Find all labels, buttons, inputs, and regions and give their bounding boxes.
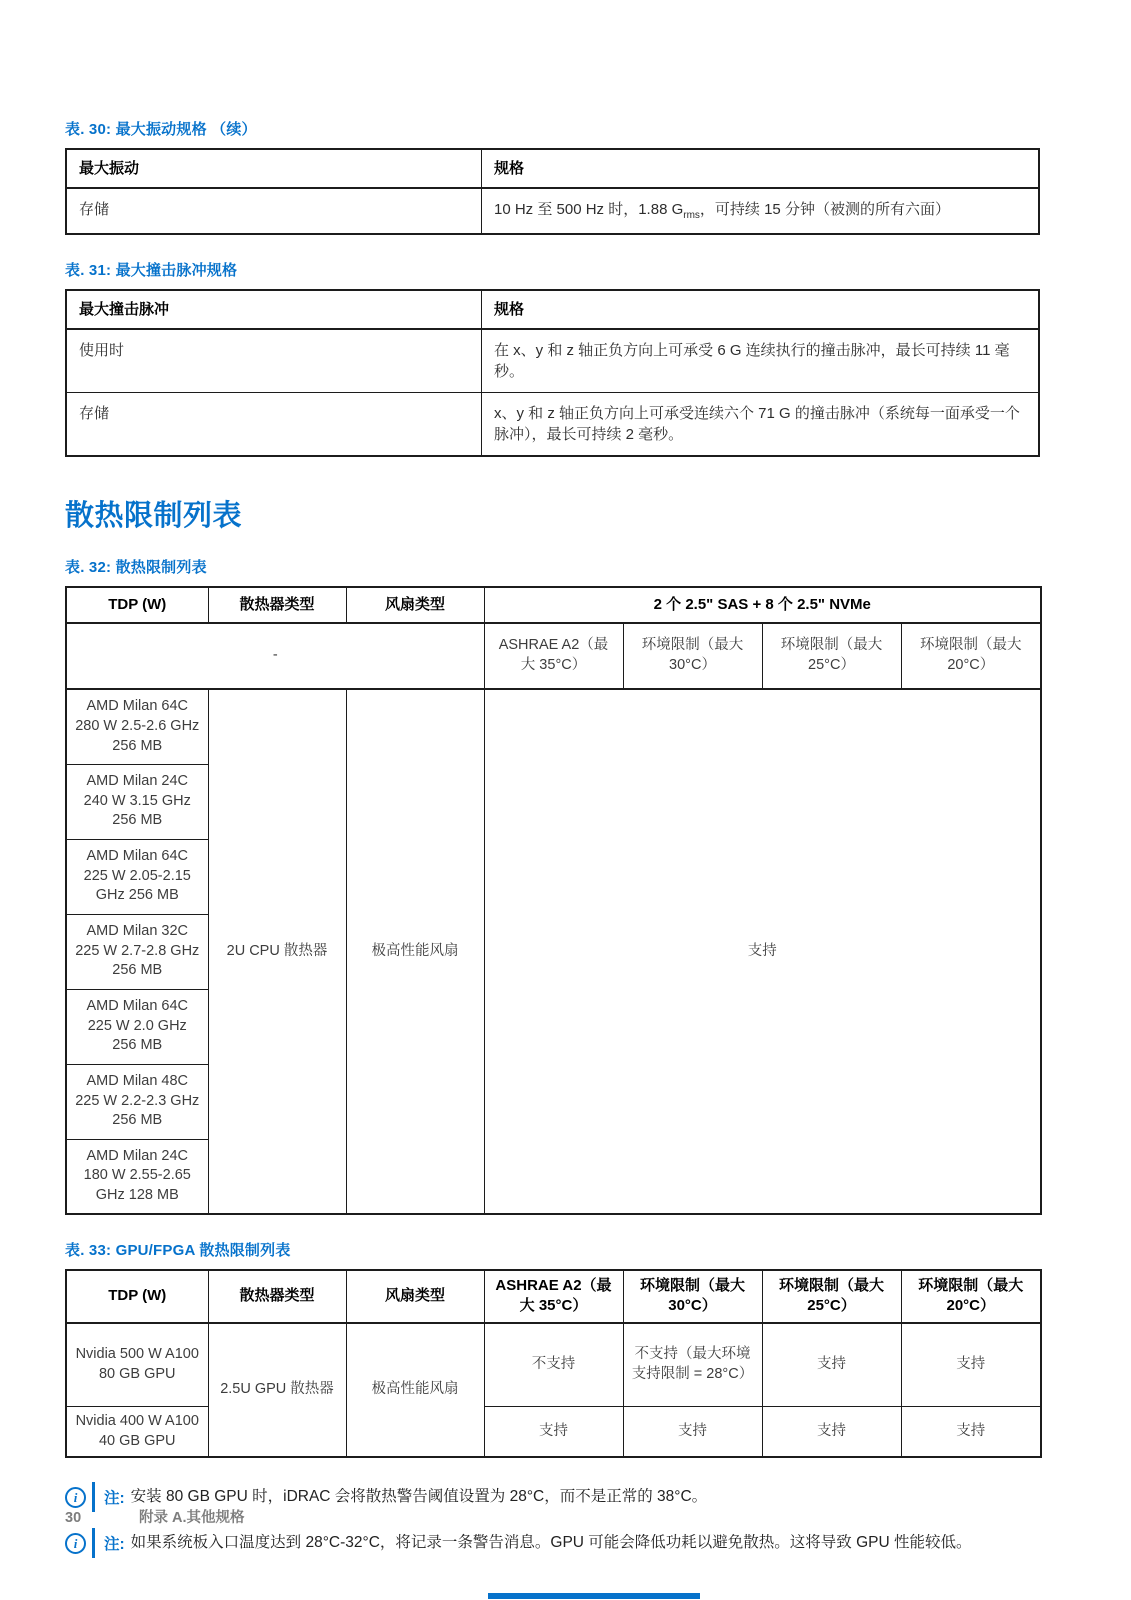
table-row: [66, 329, 1039, 393]
note-divider-bar: [92, 1528, 95, 1558]
page-footer: [65, 1506, 245, 1527]
page-number: 30: [65, 1510, 82, 1526]
fan-type-cell: 极高性能风扇: [346, 1323, 484, 1458]
table33-caption: 表. 33: GPU/FPGA 散热限制列表: [65, 1242, 291, 1259]
table30-caption: 表. 30: 最大振动规格 （续）: [65, 121, 257, 138]
table31-cell-label: 存储: [66, 393, 482, 457]
table30-max-vibration: [65, 148, 1040, 235]
note-label: 注:: [104, 1490, 125, 1508]
spec-subscript: rms: [683, 210, 700, 221]
note-2: [65, 1528, 1065, 1558]
support-cell: 不支持: [484, 1323, 623, 1407]
gpu-sku-cell: Nvidia 400 W A100 40 GB GPU: [66, 1407, 208, 1458]
table32-caption: 表. 32: 散热限制列表: [65, 559, 207, 576]
cpu-sku-cell: AMD Milan 24C 240 W 3.15 GHz 256 MB: [66, 764, 208, 839]
table33-header-25c: 环境限制（最大 25°C）: [762, 1270, 901, 1323]
heatsink-type-cell: 2U CPU 散热器: [208, 689, 346, 1214]
table33-header-fan: 风扇类型: [346, 1270, 484, 1323]
spec-text-post: ，可持续 15 分钟（被测的所有六面）: [699, 201, 950, 218]
table33-header-ashrae: ASHRAE A2（最大 35°C）: [484, 1270, 623, 1323]
support-cell: 支持: [901, 1323, 1041, 1407]
info-icon: i: [65, 1533, 86, 1554]
table32-header-heatsink: 散热器类型: [208, 587, 346, 623]
support-cell: 支持: [484, 1407, 623, 1458]
table-row: [66, 393, 1039, 457]
table31-cell-spec: 在 x、y 和 z 轴正负方向上可承受 6 G 连续执行的撞击脉冲，最长可持续 11 毫秒。: [482, 329, 1040, 393]
support-cell: 支持: [901, 1407, 1041, 1458]
table30-header-vibration: 最大振动: [66, 149, 482, 188]
bottom-accent-bar: [488, 1593, 700, 1599]
table32-env-30c: 环境限制（最大 30°C）: [623, 623, 762, 689]
gpu-sku-cell: Nvidia 500 W A100 80 GB GPU: [66, 1323, 208, 1407]
table32-header-fan: 风扇类型: [346, 587, 484, 623]
table31-header-row: [66, 290, 1039, 329]
table32-env-20c: 环境限制（最大 20°C）: [901, 623, 1041, 689]
cpu-sku-cell: AMD Milan 64C 225 W 2.05-2.15 GHz 256 MB: [66, 839, 208, 914]
table-row: [66, 689, 1041, 764]
table-row: [66, 1323, 1041, 1407]
table32-header-row: [66, 587, 1041, 623]
cpu-sku-cell: AMD Milan 64C 225 W 2.0 GHz 256 MB: [66, 989, 208, 1064]
info-icon: i: [65, 1487, 86, 1508]
cpu-sku-cell: AMD Milan 48C 225 W 2.2-2.3 GHz 256 MB: [66, 1064, 208, 1139]
table33-header-row: [66, 1270, 1041, 1323]
table30-cell-label: 存储: [66, 188, 482, 234]
note-label: 注:: [104, 1536, 125, 1554]
table32-env-header-row: [66, 623, 1041, 689]
heatsink-type-cell: 2.5U GPU 散热器: [208, 1323, 346, 1458]
fan-type-cell: 极高性能风扇: [346, 689, 484, 1214]
table30-header-row: [66, 149, 1039, 188]
table30-header-spec: 规格: [482, 149, 1040, 188]
note-text: 安装 80 GB GPU 时，iDRAC 会将散热警告阈值设置为 28°C，而不是正常的 38°C。: [130, 1488, 708, 1506]
cpu-sku-cell: AMD Milan 24C 180 W 2.55-2.65 GHz 128 MB: [66, 1139, 208, 1214]
spec-text-pre: 10 Hz 至 500 Hz 时，1.88 G: [494, 201, 684, 218]
table30-cell-spec: [482, 188, 1040, 234]
table31-header-spec: 规格: [482, 290, 1040, 329]
note-text: 如果系统板入口温度达到 28°C-32°C，将记录一条警告消息。GPU 可能会降低功耗以避免散热。这将导致 GPU 性能较低。: [130, 1534, 972, 1552]
table31-cell-label: 使用时: [66, 329, 482, 393]
table32-header-config: 2 个 2.5" SAS + 8 个 2.5" NVMe: [484, 587, 1041, 623]
support-cell: 不支持（最大环境支持限制 = 28°C）: [623, 1323, 762, 1407]
table32-thermal-matrix: [65, 586, 1042, 1215]
table31-caption: 表. 31: 最大撞击脉冲规格: [65, 262, 238, 279]
support-cell: 支持: [623, 1407, 762, 1458]
table33-header-30c: 环境限制（最大 30°C）: [623, 1270, 762, 1323]
table32-env-ashrae: ASHRAE A2（最大 35°C）: [484, 623, 623, 689]
footer-section-title: 附录 A.其他规格: [139, 1510, 245, 1526]
table33-header-tdp: TDP (W): [66, 1270, 208, 1323]
table31-cell-spec: x、y 和 z 轴正负方向上可承受连续六个 71 G 的撞击脉冲（系统每一面承受一个脉冲），最长可持续 2 毫秒。: [482, 393, 1040, 457]
support-cell: 支持: [484, 689, 1041, 1214]
table32-dash-cell: -: [66, 623, 484, 689]
table31-max-shock: [65, 289, 1040, 457]
cpu-sku-cell: AMD Milan 32C 225 W 2.7-2.8 GHz 256 MB: [66, 914, 208, 989]
cpu-sku-cell: AMD Milan 64C 280 W 2.5-2.6 GHz 256 MB: [66, 689, 208, 764]
table33-header-heatsink: 散热器类型: [208, 1270, 346, 1323]
table-row: [66, 188, 1039, 234]
table31-header-shock: 最大撞击脉冲: [66, 290, 482, 329]
support-cell: 支持: [762, 1323, 901, 1407]
page-title: 散热限制列表: [65, 500, 243, 532]
support-cell: 支持: [762, 1407, 901, 1458]
table33-gpu-fpga-matrix: [65, 1269, 1042, 1458]
table32-env-25c: 环境限制（最大 25°C）: [762, 623, 901, 689]
table32-header-tdp: TDP (W): [66, 587, 208, 623]
table33-header-20c: 环境限制（最大 20°C）: [901, 1270, 1041, 1323]
